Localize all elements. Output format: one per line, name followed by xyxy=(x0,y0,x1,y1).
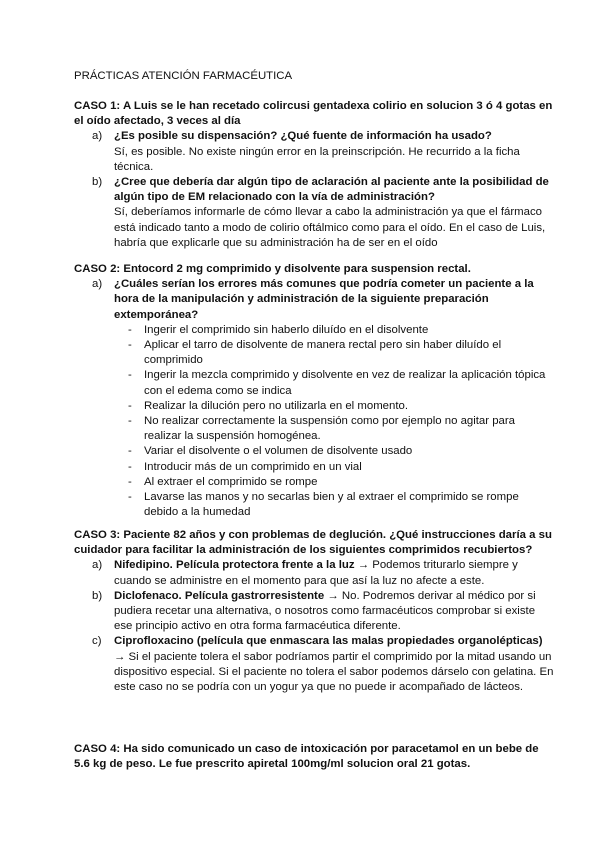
question-text: ¿Cuáles serían los errores más comunes que podría cometer un paciente a la hora de la manipulación y administración de la siguiente preparación extemporánea? xyxy=(114,278,534,321)
item-title: Nifedipino. Película protectora frente a la luz xyxy=(114,559,355,572)
case-4-heading: CASO 4: Ha sido comunicado un caso de intoxicación por paracetamol en un bebe de 5.6 kg de peso. Le fue prescrito apiretal 100mg/ml solucion oral 21 gotas. xyxy=(74,743,539,771)
case-1-question-a xyxy=(92,129,554,175)
document-title: PRÁCTICAS ATENCIÓN FARMACÉUTICA xyxy=(74,70,293,82)
list-item: - Realizar la dilución pero no utilizarla en el momento. xyxy=(128,399,409,412)
case-1-heading: CASO 1: A Luis se le han recetado colircusi gentadexa colirio en solucion 3 ó 4 gotas en el oído afectado, 3 veces al día xyxy=(74,100,553,128)
case-2-heading: CASO 2: Entocord 2 mg comprimido y disolvente para suspension rectal. xyxy=(74,263,471,275)
question-label: b) xyxy=(92,176,103,189)
case-3-item-c xyxy=(92,634,554,695)
list-item: - Introducir más de un comprimido en un vial xyxy=(128,460,362,473)
case-1 xyxy=(74,99,554,251)
question-label: b) xyxy=(92,589,103,602)
question-text: ¿Es posible su dispensación? ¿Qué fuente de información ha usado? xyxy=(114,130,492,143)
list-item: - Ingerir la mezcla comprimido y disolvente en vez de realizar la aplicación tópica con el edema como se indica xyxy=(128,369,546,397)
question-label: a) xyxy=(92,130,103,143)
answer-text: Sí, es posible. No existe ningún error en la preinscripción. He recurrido a la ficha técnica. xyxy=(114,145,520,173)
case-4 xyxy=(74,742,554,772)
item-text: → Si el paciente tolera el sabor podríamos partir el comprimido por la mitad usando un dispositivo especial. Si el paciente no tolera el sabor podemos dárselo con gelatina. En este caso no se podría con un yogur ya que no puede ir acompañado de lácteos. xyxy=(114,650,554,694)
error-list xyxy=(128,323,554,521)
case-2-question-a xyxy=(92,277,554,323)
case-3-item-b xyxy=(92,589,554,635)
list-item: - No realizar correctamente la suspensión como por ejemplo no agitar para realizar la suspensión homogénea. xyxy=(128,415,516,443)
list-item: - Ingerir el comprimido sin haberlo diluído en el disolvente xyxy=(128,323,429,336)
list-item: - Lavarse las manos y no secarlas bien y al extraer el comprimido se rompe debido a la humedad xyxy=(128,491,519,519)
answer-text: Sí, deberíamos informarle de cómo llevar a cabo la administración ya que el fármaco está indicado tanto a modo de colirio oftálmico como para el oído. En el caso de Luis, habría que explicarle que su administración ha de ser en el oído xyxy=(114,206,546,249)
item-title: Ciprofloxacino (película que enmascara las malas propiedades organolépticas) xyxy=(114,635,543,648)
question-label: c) xyxy=(92,635,102,648)
item-text: → Podemos triturarlo siempre y cuando se administre en el momento para que así la luz no afecte a este. xyxy=(114,559,518,587)
question-label: a) xyxy=(92,559,103,572)
item-text: → No. Podremos derivar al médico por si pudiera recetar una alternativa, o nosotros como farmacéuticos comprobar si existe ese principio activo en otra forma farmacéutica diferente. xyxy=(114,589,536,633)
list-item: - Variar el disolvente o el volumen de disolvente usado xyxy=(128,445,413,458)
case-3 xyxy=(74,528,554,695)
item-title: Diclofenaco. Película gastrorresistente xyxy=(114,589,325,602)
case-3-heading: CASO 3: Paciente 82 años y con problemas de deglución. ¿Qué instrucciones daría a su cuidador para facilitar la administración de los siguientes comprimidos recubiertos? xyxy=(74,529,552,557)
case-1-question-b xyxy=(92,175,554,251)
question-label: a) xyxy=(92,278,103,291)
case-3-item-a xyxy=(92,558,554,588)
case-2 xyxy=(74,262,554,520)
question-text: ¿Cree que debería dar algún tipo de aclaración al paciente ante la posibilidad de algún tipo de EM relacionado con la vía de administración? xyxy=(114,176,549,204)
list-item: - Aplicar el tarro de disolvente de manera rectal pero sin haber diluído el comprimido xyxy=(128,339,502,367)
list-item: - Al extraer el comprimido se rompe xyxy=(128,475,318,488)
